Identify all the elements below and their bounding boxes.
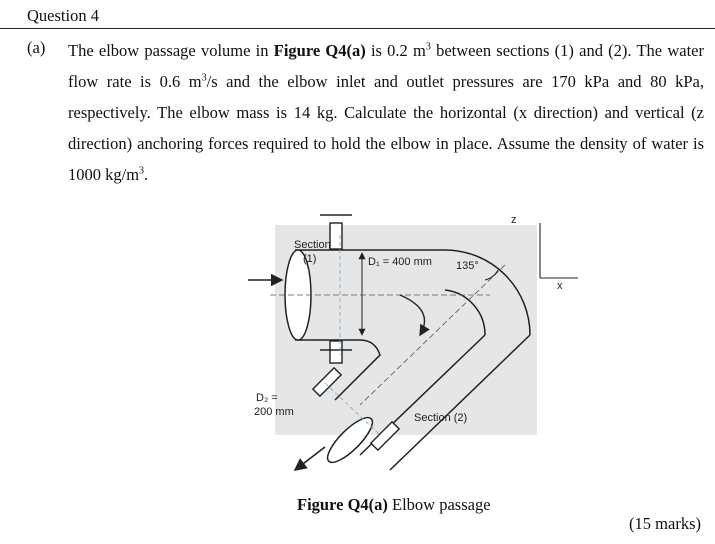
d2-value: 200 mm: [254, 406, 294, 418]
caption-label: Figure Q4(a): [297, 495, 388, 514]
part-label: (a): [27, 38, 46, 57]
caption-text: Elbow passage: [387, 495, 491, 514]
section1-number: (1): [303, 253, 317, 265]
text-segment: .: [144, 165, 149, 184]
z-axis-label: z: [511, 214, 517, 226]
question-title: Question 4: [27, 6, 99, 25]
section2-label: Section (2): [414, 412, 468, 424]
angle-label: 135°: [456, 260, 479, 272]
text-segment: The elbow passage volume in: [68, 41, 274, 60]
marks-allocation: (15 marks): [629, 514, 701, 533]
header-divider: [0, 28, 715, 29]
x-axis-label: x: [557, 280, 563, 292]
text-segment: between sections (1) and (2). The water flow rate is 0.6 m: [68, 41, 704, 91]
superscript: 3: [425, 41, 431, 53]
text-segment: /s and the elbow inlet and outlet pressures are 170 kPa and 80 kPa, respectively. The elbow mass is 14 kg. Calculate the horizontal (x direction) and vertical (z direction) anchoring forces required to hold the elbow in place. Assume the density of water is 1000 kg/m: [68, 72, 704, 184]
superscript: 3: [139, 165, 145, 177]
d2-label: D₂ =: [256, 392, 278, 404]
figure-caption: [297, 495, 491, 515]
text-segment: is 0.2 m: [365, 41, 426, 60]
section1-label: Section: [294, 239, 331, 251]
inlet-flange-bottom: [330, 341, 342, 363]
question-text: [68, 35, 704, 190]
figure-reference: Figure Q4(a): [273, 41, 366, 60]
elbow-diagram: [240, 205, 580, 487]
elbow-figure: [240, 205, 580, 487]
d1-label: D₁ = 400 mm: [368, 256, 432, 268]
outflow-arrow: [295, 447, 325, 470]
superscript: 3: [201, 72, 207, 84]
